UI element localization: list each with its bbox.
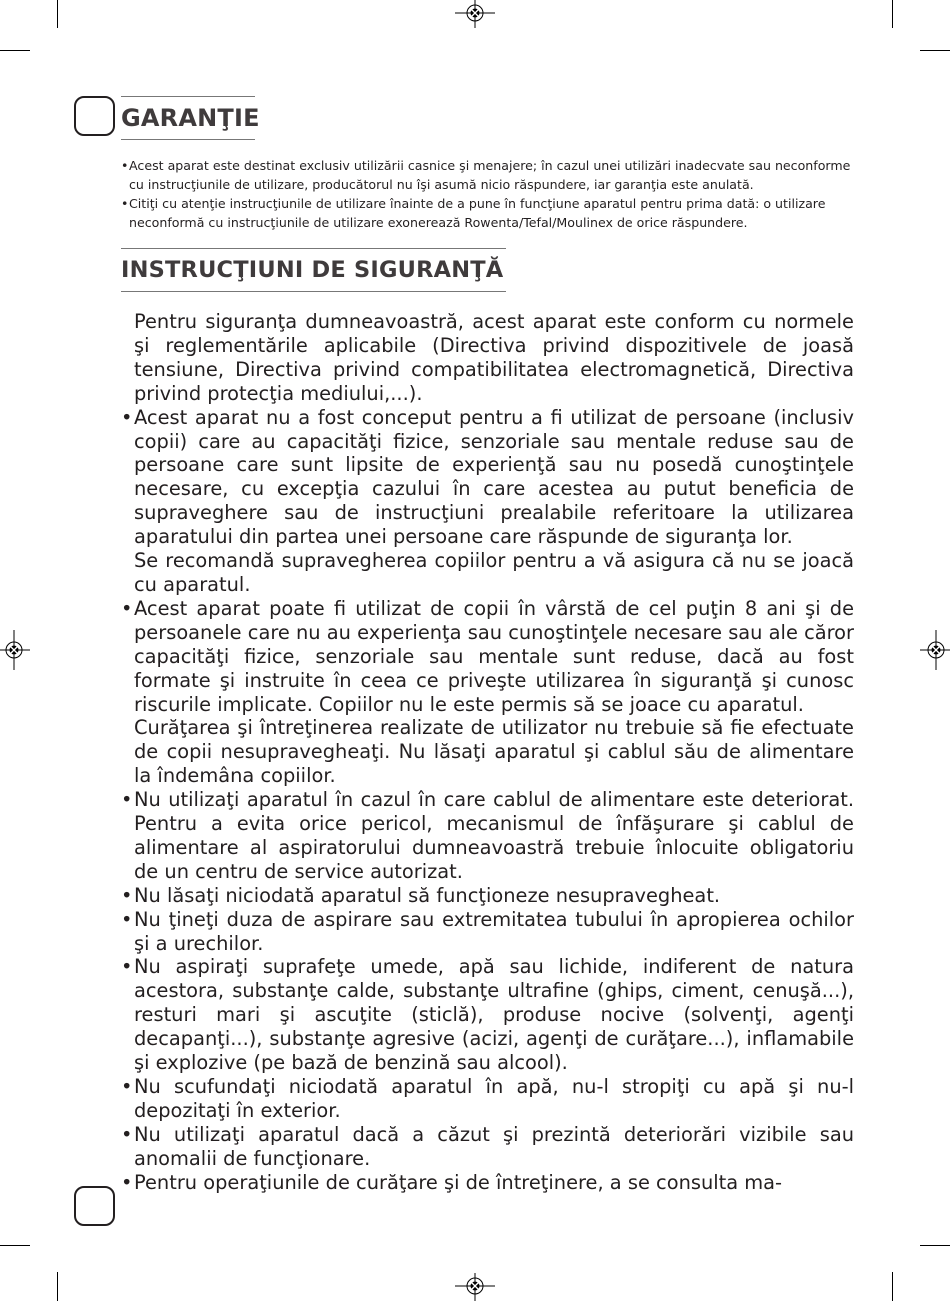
- crop-mark: [0, 1245, 30, 1246]
- page-number-box: [74, 96, 115, 136]
- registration-mark-icon: [455, 1273, 495, 1301]
- safety-item: • Pentru operaţiunile de curăţare şi de întreţinere, a se consulta ma-: [121, 1171, 854, 1195]
- guarantee-heading: [121, 96, 260, 140]
- guarantee-item: • Citiţi cu atenţie instrucţiunile de utilizare înainte de a pune în funcţiune aparatul pentru prima dată: o utilizare neconformă cu instrucţiunile de utilizare exonerează Rowenta/Tefal/Moulinex de orice răspundere.: [121, 194, 856, 232]
- safety-item: • Nu ţineţi duza de aspirare sau extremitatea tubului în apropierea ochilor şi a urechilor.: [121, 908, 854, 956]
- crop-mark: [892, 0, 893, 28]
- safety-title: INSTRUCŢIUNI DE SIGURANŢĂ: [121, 257, 504, 283]
- crop-mark: [920, 1245, 950, 1246]
- safety-item: • Nu lăsaţi niciodată aparatul să funcţioneze nesupravegheat.: [121, 884, 854, 908]
- safety-note: Curăţarea şi întreţinerea realizate de utilizator nu trebuie să fie efectuate de copii nesupravegheaţi. Nu lăsaţi aparatul şi cablul său de alimentare la îndemâna copiilor.: [134, 716, 854, 788]
- guarantee-item: • Acest aparat este destinat exclusiv utilizării casnice şi menajere; în cazul unei utilizări inadecvate sau neconforme cu instrucţiunile de utilizare, producătorul nu îşi asumă nicio răspundere, iar garanţia este anulată.: [121, 156, 856, 194]
- guarantee-list: [121, 156, 856, 232]
- safety-note: Se recomandă supravegherea copiilor pentru a vă asigura că nu se joacă cu aparatul.: [134, 549, 854, 596]
- crop-mark: [57, 1272, 58, 1301]
- guarantee-title: GARANŢIE: [121, 104, 260, 132]
- safety-item: • Nu aspiraţi suprafeţe umede, apă sau lichide, indiferent de natura acestora, substanţe calde, substanţe ultrafine (ghips, ciment, cenuşă...), resturi mari şi ascuţite (sticlă), produse nocive (solvenţi, agenţi decapanţi...), substanţe agresive (acizi, agenţi de curăţare...), inflamabile şi explozive (pe bază de benzină sau alcool).: [121, 955, 854, 1075]
- page-number-box: [74, 1186, 115, 1226]
- crop-mark: [57, 0, 58, 28]
- registration-mark-icon: [920, 630, 950, 670]
- registration-mark-icon: [455, 0, 495, 28]
- crop-mark: [920, 50, 950, 51]
- safety-text: [121, 310, 854, 1195]
- safety-item: • Acest aparat poate fi utilizat de copii în vârstă de cel puţin 8 ani şi de persoanele care nu au experienţa sau cunoştinţele necesare sau ale căror capacităţi fizice, senzoriale sau mentale sunt reduse, dacă au fost formate şi instruite în ceea ce priveşte utilizarea în siguranţă şi cunosc riscurile implicate. Copiilor nu le este permis să se joace cu aparatul.: [121, 597, 854, 717]
- safety-heading: [121, 248, 506, 292]
- safety-intro: Pentru siguranţa dumneavoastră, acest aparat este conform cu normele şi reglementările aplicabile (Directiva privind dispozitivele de joasă tensiune, Directiva privind compatibilitatea electromagnetică, Directiva privind protecţia mediului,...).: [134, 310, 854, 405]
- crop-mark: [892, 1272, 893, 1301]
- crop-mark: [0, 50, 30, 51]
- safety-item: • Acest aparat nu a fost conceput pentru a fi utilizat de persoane (inclusiv copii) care au capacităţi fizice, senzoriale sau mentale reduse sau de persoane care sunt lipsite de experienţă sau nu posedă cunoştinţele necesare, cu excepţia cazului în care acestea au putut beneficia de supraveghere sau de instrucţiuni prealabile referitoare la utilizarea aparatului din partea unei persoane care răspunde de siguranţa lor.: [121, 406, 854, 549]
- safety-item: • Nu scufundaţi niciodată aparatul în apă, nu-l stropiţi cu apă şi nu-l depozitaţi în exterior.: [121, 1075, 854, 1123]
- safety-item: • Nu utilizaţi aparatul în cazul în care cablul de alimentare este deteriorat. Pentru a evita orice pericol, mecanismul de înfăşurare şi cablul de alimentare al aspiratorului dumneavoastră trebuie înlocuite obligatoriu de un centru de service autorizat.: [121, 788, 854, 884]
- safety-item: • Nu utilizaţi aparatul dacă a căzut şi prezintă deteriorări vizibile sau anomalii de funcţionare.: [121, 1123, 854, 1171]
- registration-mark-icon: [0, 630, 30, 670]
